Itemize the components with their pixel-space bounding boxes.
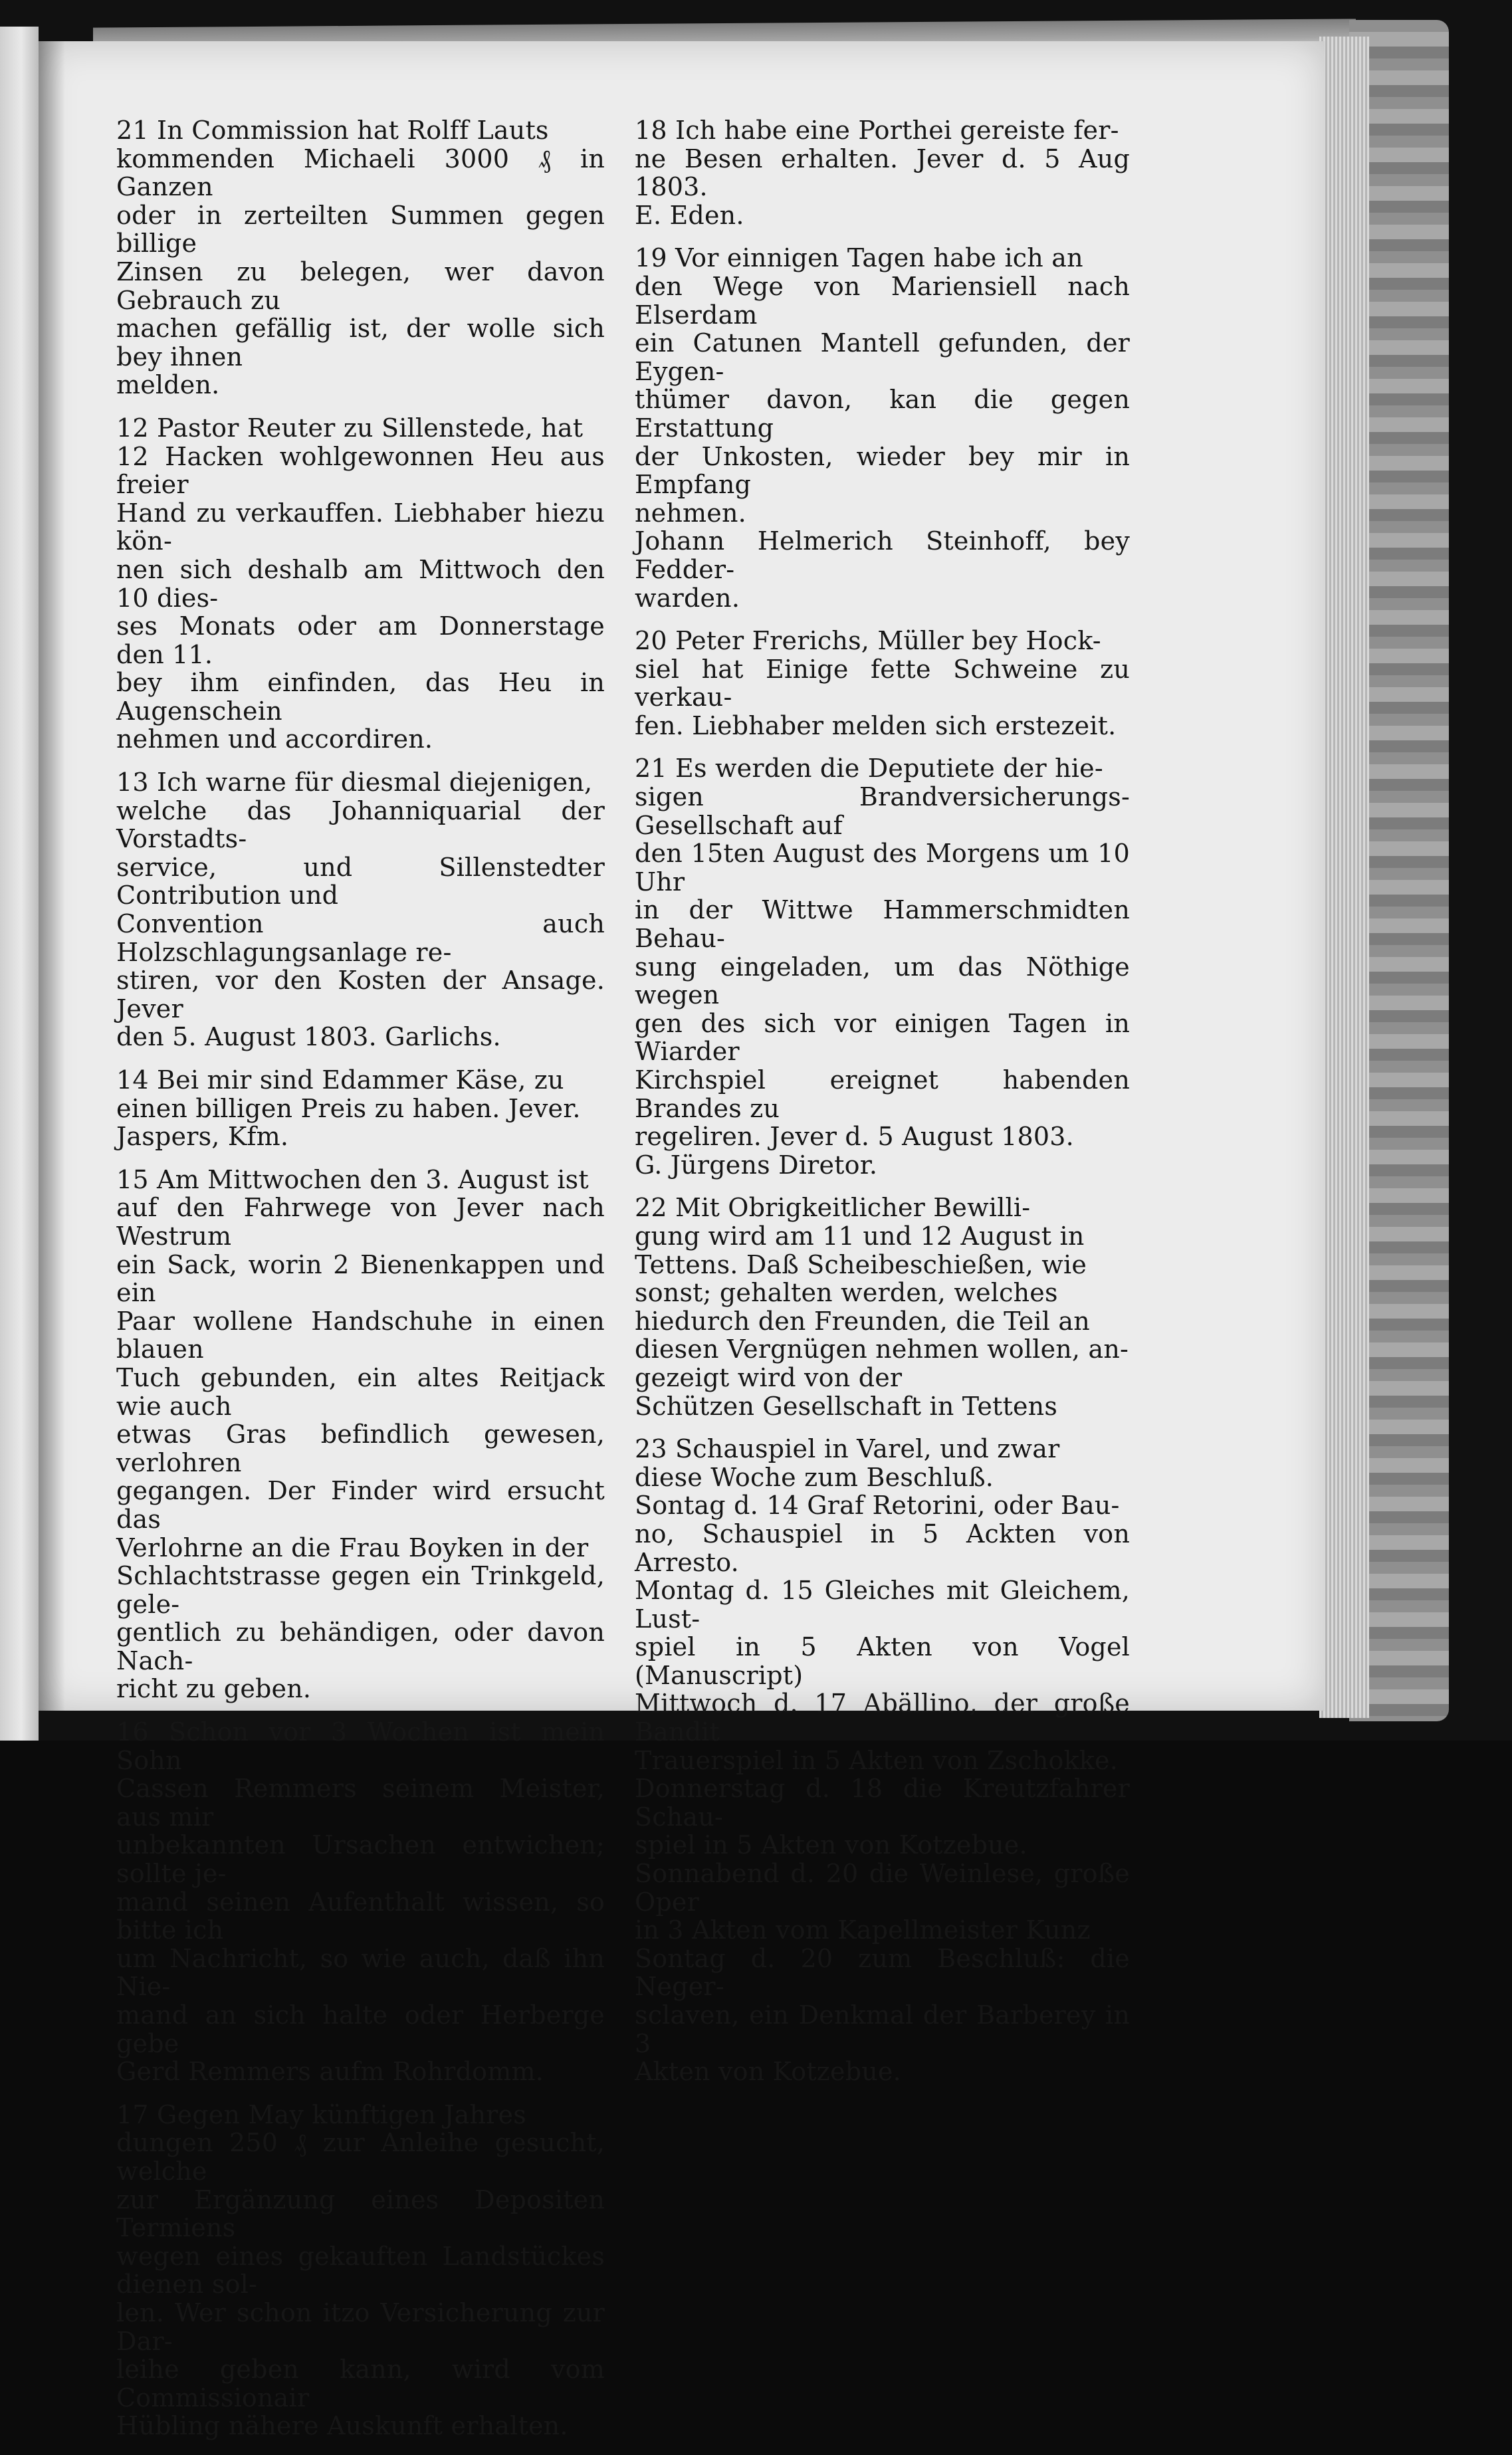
notice-19: 19 Vor einnigen Tagen habe ich an den Wege von Mariensiell nach Elserdam ein Catunen Mantell gefunden, der Eygen- thümer davon, kan die gegen Erstattung der Unkosten, wieder bey mir in Empfang nehmen. Johann Helmerich Steinhoff, bey Fedder- warden. <box>635 243 1130 613</box>
notice-21: 21 Es werden die Deputiete der hie- sigen Brandversicherungs-Gesellschaft auf den 15ten August des Morgens um 10 Uhr in der Wittwe Hammerschmidten Behau- sung eingeladen, um das Nöthige wegen gen des sich vor einigen Tagen in Wiarder Kirchspiel ereignet habenden Brandes zu regeliren. Jever d. 5 August 1803. G. Jürgens Diretor. <box>635 754 1130 1180</box>
notice-14: 14 Bei mir sind Edammer Käse, zu einen billigen Preis zu haben. Jever. Jaspers, Kfm. <box>116 1065 581 1152</box>
notice-16: 16 Schon vor 3 Wochen ist mein Sohn Cassen Remmers seinem Meister, aus mir unbekannten Ursachen entwichen; sollte je- mand seinen Aufenthalt wissen, so bitte ich um Nachricht, so wie auch, daß ihn Nie- mand an sich halte oder Herberge gebe Gerd Remmers aufm Rohrdomm. <box>116 1717 605 2087</box>
left-column <box>116 116 605 2455</box>
notice-18: 18 Ich habe eine Porthei gereiste fer- ne Besen erhalten. Jever d. 5 Aug 1803. E. Eden. <box>635 116 1130 230</box>
notice-17: 17 Gegen May künftigen Jahres dungen 250 ₰ zur Anleihe gesucht, welche zur Ergänzung eines Depositen Termiens wegen eines gekauften Landstückes dienen sol- len. Wer schon itzo Versicherung zur Dar- leihe geben kann, wird vom Commissionair Hübling nähere Auskunft erhalten. <box>116 2099 605 2441</box>
right-column <box>635 116 1130 2101</box>
left-page-edge <box>0 27 39 1741</box>
notice-12: 12 Pastor Reuter zu Sillenstede, hat 12 Hacken wohlgewonnen Heu aus freier Hand zu verkauffen. Liebhaber hiezu kön- nen sich deshalb am Mittwoch den 10 dies- ses Monats oder am Donnerstage den 11. bey ihm einfinden, das Heu in Augenschein nehmen und accordiren. <box>116 413 605 754</box>
notice-22: 22 Mit Obrigkeitlicher Bewilli- gung wird am 11 und 12 August in Tettens. Daß Scheibeschießen, wie sonst; gehalten werden, welches hiedurch den Freunden, die Teil an diesen Vergnügen nehmen wollen, an- gezeigt wird von der Schützen Gesellschaft in Tettens <box>635 1193 1129 1421</box>
notice-23: 23 Schauspiel in Varel, und zwar diese Woche zum Beschluß. Sontag d. 14 Graf Retorini, oder Bau- no, Schauspiel in 5 Ackten von Arresto. Montag d. 15 Gleiches mit Gleichem, Lust- spiel in 5 Akten von Vogel (Manuscript) Mittwoch d. 17 Abällino, der große Bandit Trauerspiel in 5 Akten von Zschokke. Donnerstag d. 18 die Kreutzfahrer Schau- spiel in 5 Akten von Kotzebue. Sonnabend d. 20 die Weinlese, große Oper in 3 Akten vom Kapellmeister Kunz Sontag d. 20 zum Beschluß: die Neger- sclaven, ein Denkmal der Barberey in 3 Akten von Kotzebue. <box>635 1434 1130 2087</box>
notice-11: 21 In Commission hat Rolff Lauts kommenden Michaeli 3000 ₰ in Ganzen oder in zerteilten Summen gegen billige Zinsen zu belegen, wer davon Gebrauch zu machen gefällig ist, der wolle sich bey ihnen melden. <box>116 116 605 400</box>
notice-13: 13 Ich warne für diesmal diejenigen, welche das Johanniquarial der Vorstadts- service, und Sillenstedter Contribution und Convention auch Holzschlagungsanlage re- stiren, vor den Kosten der Ansage. Jever den 5. August 1803. Garlichs. <box>116 768 605 1052</box>
page-block-edge <box>1319 37 1369 1718</box>
notice-20: 20 Peter Frerichs, Müller bey Hock- siel hat Einige fette Schweine zu verkau- fen. Liebhaber melden sich erstezeit. <box>635 626 1130 740</box>
notice-15: 15 Am Mittwochen den 3. August ist auf den Fahrwege von Jever nach Westrum ein Sack, worin 2 Bienenkappen und ein Paar wollene Handschuhe in einen blauen Tuch gebunden, ein altes Reitjack wie auch etwas Gras befindlich gewesen, verlohren gegangen. Der Finder wird ersucht das Verlohrne an die Frau Boyken in der Schlachtstrasse gegen ein Trinkgeld, gele- gentlich zu behändigen, oder davon Nach- richt zu geben. <box>116 1164 605 1704</box>
gutter-shadow <box>39 41 65 1711</box>
